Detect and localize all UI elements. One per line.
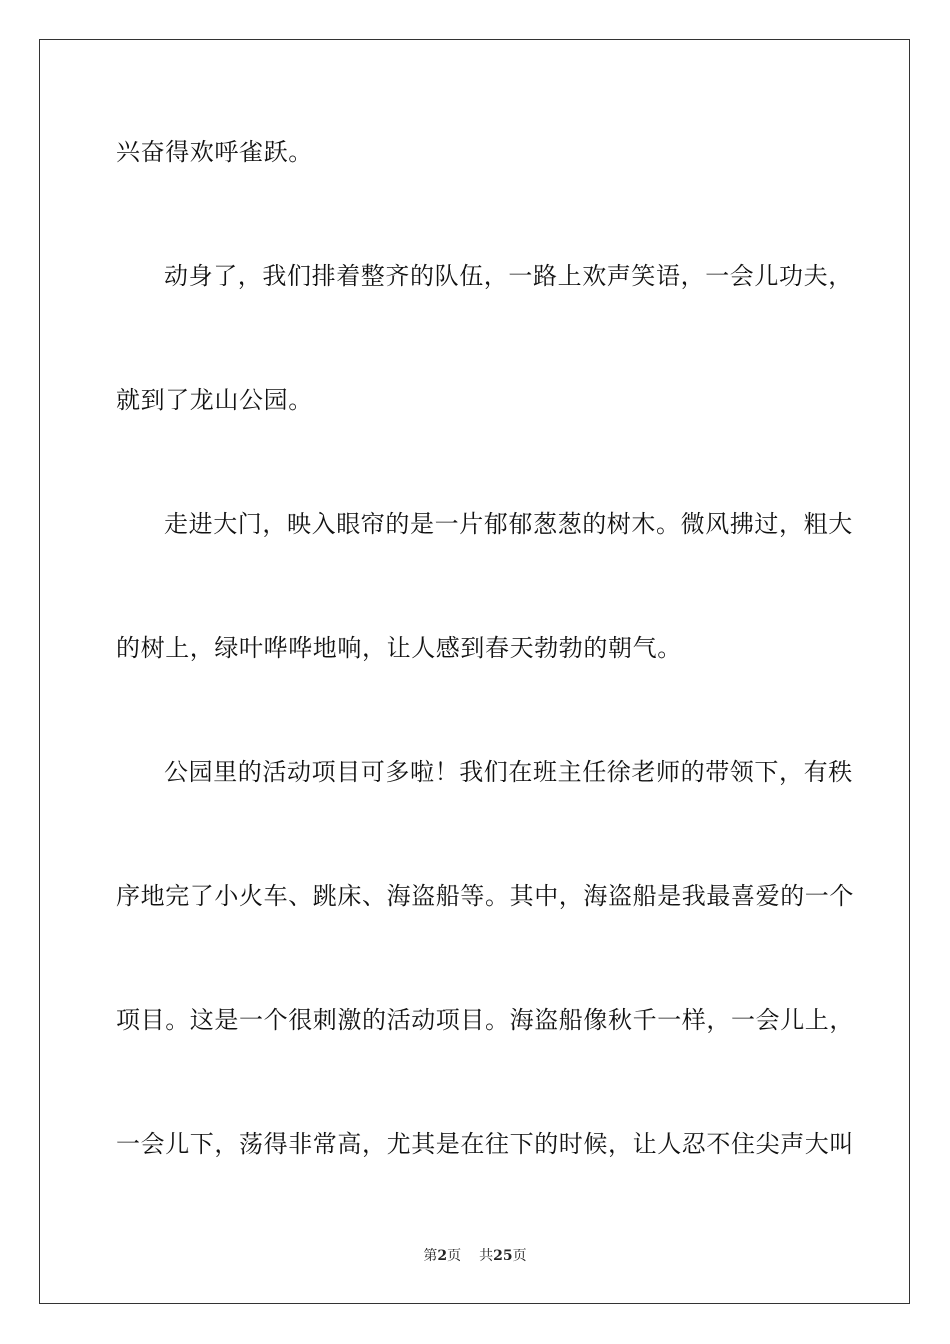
text-line: 兴奋得欢呼雀跃。 [116, 138, 313, 166]
text-line: 项目。这是一个很刺激的活动项目。海盗船像秋千一样，一会儿上， [116, 1006, 854, 1034]
paragraph-start-line: 公园里的活动项目可多啦！我们在班主任徐老师的带领下，有秩 [164, 758, 853, 786]
text-line: 的树上，绿叶哗哗地响，让人感到春天勃勃的朝气。 [116, 634, 682, 662]
text-line: 一会儿下，荡得非常高，尤其是在往下的时候，让人忍不住尖声大叫 [116, 1130, 854, 1158]
page-number: 2 [437, 1248, 448, 1264]
page-footer [0, 1247, 950, 1265]
text-line: 序地完了小火车、跳床、海盗船等。其中，海盗船是我最喜爱的一个 [116, 882, 854, 910]
page-border [39, 39, 910, 1304]
paragraph-start-line: 走进大门，映入眼帘的是一片郁郁葱葱的树木。微风拂过，粗大 [164, 510, 853, 538]
page-prefix: 第 [423, 1248, 438, 1264]
total-suffix: 页 [512, 1248, 527, 1264]
total-pages: 25 [493, 1248, 513, 1264]
paragraph-start-line: 动身了，我们排着整齐的队伍，一路上欢声笑语，一会儿功夫， [164, 262, 853, 290]
total-prefix: 共 [479, 1248, 494, 1264]
page-suffix: 页 [447, 1248, 462, 1264]
text-line: 就到了龙山公园。 [116, 386, 313, 414]
